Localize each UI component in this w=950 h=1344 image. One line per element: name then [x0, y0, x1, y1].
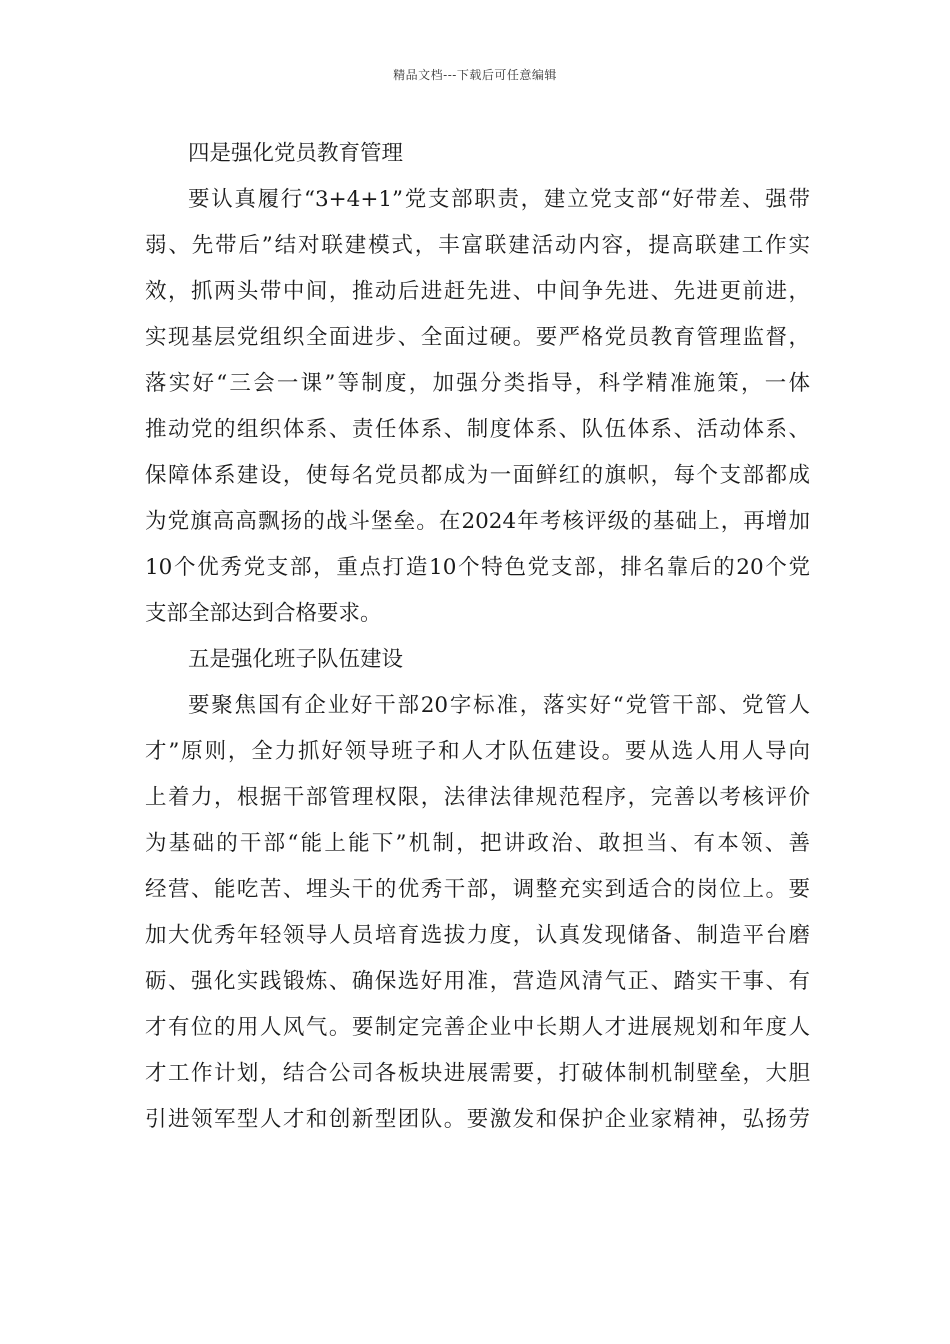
section-heading: 五是强化班子队伍建设 [188, 647, 404, 672]
paragraph-line: 10个优秀党支部，重点打造10个特色党支部，排名靠后的20个党 [145, 555, 810, 580]
paragraph-line: 要认真履行“3+4+1”党支部职责，建立党支部“好带差、强带 [188, 187, 810, 212]
paragraph-line: 才有位的用人风气。要制定完善企业中长期人才进展规划和年度人 [145, 1015, 810, 1040]
paragraph-line: 效，抓两头带中间，推动后进赶先进、中间争先进、先进更前进， [145, 279, 810, 304]
paragraph-line: 推动党的组织体系、责任体系、制度体系、队伍体系、活动体系、 [145, 417, 810, 442]
paragraph-line: 经营、能吃苦、埋头干的优秀干部，调整充实到适合的岗位上。要 [145, 877, 810, 902]
paragraph-line: 为基础的干部“能上能下”机制，把讲政治、敢担当、有本领、善 [145, 831, 810, 856]
paragraph-line: 上着力，根据干部管理权限，法律法律规范程序，完善以考核评价 [145, 785, 810, 810]
paragraph-line: 为党旗高高飘扬的战斗堡垒。在2024年考核评级的基础上，再增加 [145, 509, 810, 534]
paragraph-line: 加大优秀年轻领导人员培育选拔力度，认真发现储备、制造平台磨 [145, 923, 810, 948]
paragraph-line: 弱、先带后”结对联建模式，丰富联建活动内容，提高联建工作实 [145, 233, 810, 258]
paragraph-line: 支部全部达到合格要求。 [145, 601, 382, 626]
paragraph-line: 落实好“三会一课”等制度，加强分类指导，科学精准施策，一体 [145, 371, 810, 396]
paragraph-line: 实现基层党组织全面进步、全面过硬。要严格党员教育管理监督， [145, 325, 810, 350]
paragraph-line: 砺、强化实践锻炼、确保选好用准，营造风清气正、踏实干事、有 [145, 969, 810, 994]
document-body [145, 131, 810, 1143]
paragraph-line: 才工作计划，结合公司各板块进展需要，打破体制机制壁垒，大胆 [145, 1061, 810, 1086]
paragraph-line: 引进领军型人才和创新型团队。要激发和保护企业家精神，弘扬劳 [145, 1107, 810, 1132]
paragraph-line: 才”原则，全力抓好领导班子和人才队伍建设。要从选人用人导向 [145, 739, 810, 764]
paragraph-line: 要聚焦国有企业好干部20字标准，落实好“党管干部、党管人 [188, 693, 810, 718]
page-header: 精品文档---下载后可任意编辑 [393, 68, 557, 82]
paragraph-line: 保障体系建设，使每名党员都成为一面鲜红的旗帜，每个支部都成 [145, 463, 810, 488]
section-heading: 四是强化党员教育管理 [188, 141, 404, 166]
